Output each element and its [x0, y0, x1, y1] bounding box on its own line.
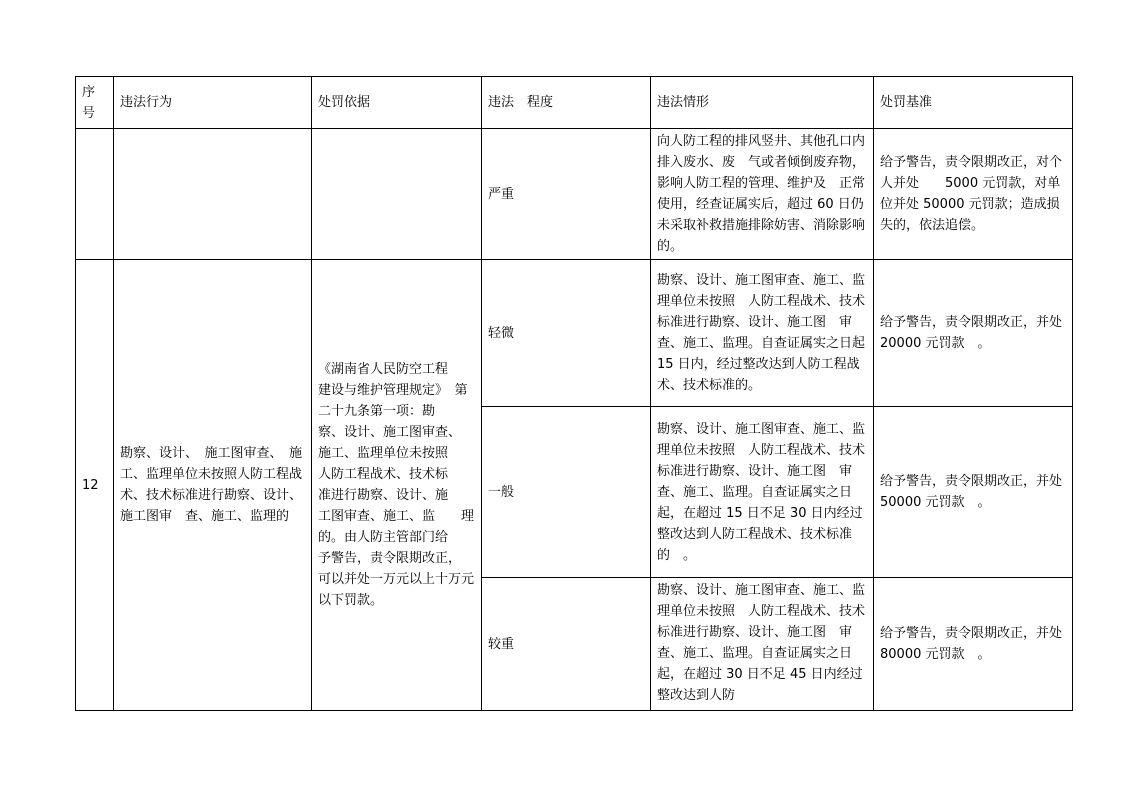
degree-cell: 一般	[482, 407, 651, 578]
seq-cell	[76, 129, 114, 260]
act-cell	[114, 129, 312, 260]
circumstance-cell: 向人防工程的排风竖井、其他孔口内排入废水、废 气或者倾倒废弃物，影响人防工程的管理、维护及 正常使用，经查证属实后，超过 60 日仍未采取补救措施排除妨害、消除影响的。	[651, 129, 874, 260]
header-basis: 处罚依据	[312, 77, 482, 129]
header-act: 违法行为	[114, 77, 312, 129]
table-row	[76, 129, 1073, 260]
table-row	[76, 260, 1073, 407]
degree-cell: 轻微	[482, 260, 651, 407]
degree-cell: 较重	[482, 578, 651, 711]
header-circumstance: 违法情形	[651, 77, 874, 129]
basis-cell	[312, 129, 482, 260]
standard-cell: 给予警告，责令限期改正，并处 50000 元罚款 。	[874, 407, 1073, 578]
header-degree: 违法 程度	[482, 77, 651, 129]
seq-cell: 12	[76, 260, 114, 711]
header-seq: 序号	[76, 77, 114, 129]
header-row	[76, 77, 1073, 129]
circumstance-cell: 勘察、设计、施工图审查、施工、监理单位未按照 人防工程战术、技术标准进行勘察、设计、施工图 审查、施工、监理。自查证属实之日起，在超过 15 日不足 30 日内经过整改达到人防工程战术、技术标准 的 。	[651, 407, 874, 578]
penalty-standard-table	[75, 76, 1073, 711]
header-standard: 处罚基准	[874, 77, 1073, 129]
basis-cell: 《湖南省人民防空工程 建设与维护管理规定》 第二十九条第一项：勘 察、设计、施工图审查、 施工、监理单位未按照 人防工程战术、技术标 准进行勘察、设计、施 工图审查、施工、监 理 的。由人防主管部门给 予警告，责令限期改正， 可以并处一万元以上十万元以下罚款。	[312, 260, 482, 711]
standard-cell: 给予警告，责令限期改正，对个人并处 5000 元罚款，对单位并处 50000 元罚款；造成损失的，依法追偿。	[874, 129, 1073, 260]
circumstance-cell	[651, 578, 874, 711]
circumstance-text: 勘察、设计、施工图审查、施工、监理单位未按照 人防工程战术、技术标准进行勘察、设计、施工图 审查、施工、监理。自查证属实之日起，在超过 30 日不足 45 日内经过整改达到人防	[657, 583, 866, 703]
circumstance-cell: 勘察、设计、施工图审查、施工、监理单位未按照 人防工程战术、技术标准进行勘察、设计、施工图 审查、施工、监理。自查证属实之日起 15 日内，经过整改达到人防工程战术、技术标准的。	[651, 260, 874, 407]
standard-cell: 给予警告，责令限期改正，并处 20000 元罚款 。	[874, 260, 1073, 407]
standard-cell: 给予警告，责令限期改正，并处 80000 元罚款 。	[874, 578, 1073, 711]
act-cell: 勘察、设计、 施工图审查、 施工、监理单位未按照人防工程战术、技术标准进行勘察、设计、施工图审 查、施工、监理的	[114, 260, 312, 711]
degree-cell: 严重	[482, 129, 651, 260]
